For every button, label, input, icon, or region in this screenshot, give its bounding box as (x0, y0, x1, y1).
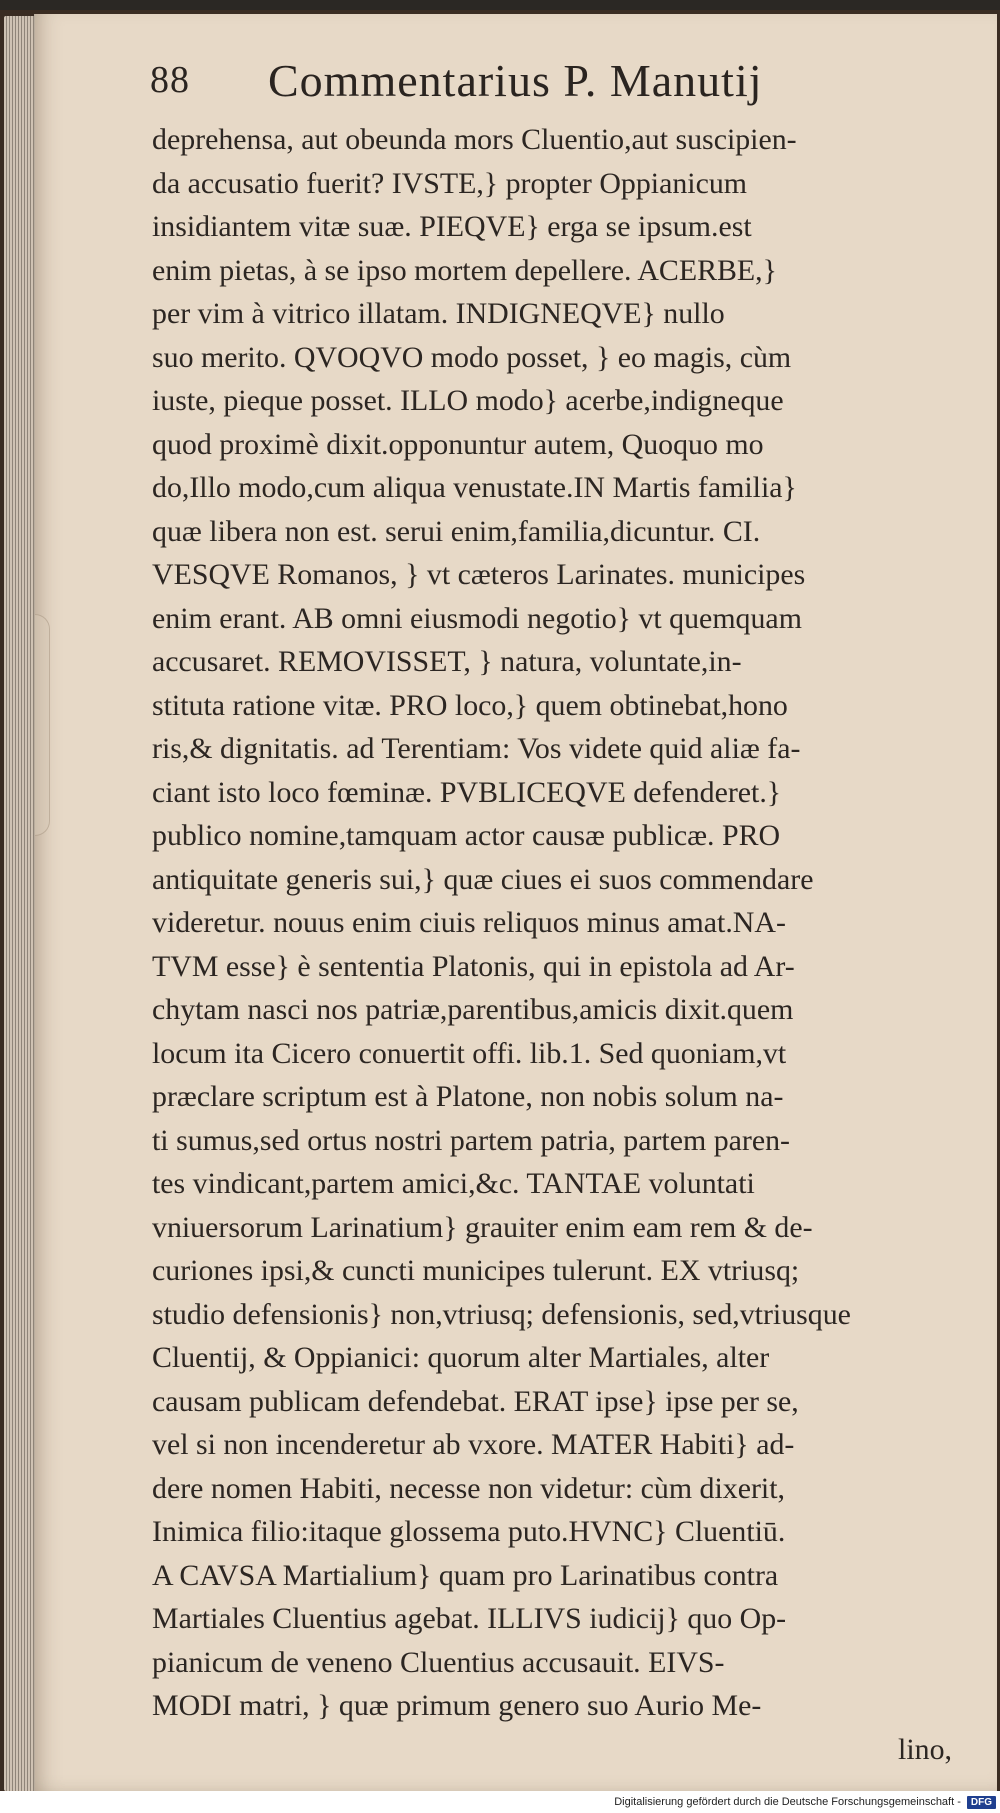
text-line: enim pietas, à se ipso mortem depellere. ACERBE,} (152, 253, 777, 287)
text-line: A CAVSA Martialium} quam pro Larinatibus contra (152, 1558, 779, 1592)
text-line: chytam nasci nos patriæ,parentibus,amicis dixit.quem (152, 993, 794, 1026)
text-line: suo merito. QVOQVO modo posset, } eo magis, cùm (152, 340, 792, 374)
text-line: vel si non incenderetur ab vxore. MATER Habiti} ad- (152, 1428, 795, 1461)
digitization-footer (0, 1791, 1000, 1813)
text-line: iuste, pieque posset. ILLO modo} acerbe,indigneque (152, 384, 784, 417)
running-head (150, 54, 930, 114)
text-line: videretur. nouus enim ciuis reliquos minus amat.NA- (152, 906, 786, 939)
text-line: deprehensa, aut obeunda mors Cluentio,aut suscipien- (152, 123, 797, 156)
text-line: Inimica filio:itaque glossema puto.HVNC} Cluentiū. (152, 1515, 786, 1548)
text-line: curiones ipsi,& cuncti municipes tulerunt. EX vtriusq; (152, 1254, 800, 1287)
text-line: causam publicam defendebat. ERAT ipse} ipse per se, (152, 1384, 799, 1418)
text-line: da accusatio fuerit? IVSTE,} propter Oppianicum (152, 166, 748, 200)
text-line: accusaret. REMOVISSET, } natura, voluntate,in- (152, 645, 742, 678)
page-number: 88 (150, 59, 190, 101)
text-line: insidiantem vitæ suæ. PIEQVE} erga se ipsum.est (152, 210, 752, 243)
text-line: per vim à vitrico illatam. INDIGNEQVE} nullo (152, 297, 725, 330)
text-line: quod proximè dixit.opponuntur autem, Quoquo mo (152, 427, 764, 461)
text-line: vniuersorum Larinatium} grauiter enim eam rem & de- (152, 1210, 813, 1244)
text-line: dere nomen Habiti, necesse non videtur: cùm dixerit, (152, 1471, 785, 1505)
text-line: quæ libera non est. serui enim,familia,dicuntur. CI. (152, 514, 761, 548)
text-line: ris,& dignitatis. ad Terentiam: Vos videte quid aliæ fa- (152, 732, 801, 765)
text-line: TVM esse} è sententia Platonis, qui in epistola ad Ar- (152, 949, 795, 983)
text-line: præclare scriptum est à Platone, non nobis solum na- (152, 1080, 784, 1113)
text-line: lino, (898, 1732, 952, 1766)
digitization-credit: Digitalisierung gefördert durch die Deutsche Forschungsgemeinschaft - (614, 1796, 961, 1808)
text-line: pianicum de veneno Cluentius accusauit. EIVS- (152, 1645, 725, 1679)
text-line: publico nomine,tamquam actor causæ publicæ. PRO (152, 819, 781, 852)
text-line: enim erant. AB omni eiusmodi negotio} vt quemquam (152, 601, 802, 635)
text-line: VESQVE Romanos, } vt cæteros Larinates. municipes (152, 558, 806, 591)
text-line: locum ita Cicero conuertit offi. lib.1. Sed quoniam,vt (152, 1036, 787, 1070)
clasp-impression (35, 614, 50, 836)
text-line: ciant isto loco fœminæ. PVBLICEQVE defenderet.} (152, 775, 782, 809)
text-line: stituta ratione vitæ. PRO loco,} quem obtinebat,hono (152, 688, 788, 722)
commentary-text (152, 118, 982, 1771)
text-line: Cluentij, & Oppianici: quorum alter Martiales, alter (152, 1341, 770, 1374)
text-line: studio defensionis} non,vtriusq; defensionis, sed,vtriusque (152, 1297, 851, 1331)
text-line: antiquitate generis sui,} quæ ciues ei suos commendare (152, 862, 814, 896)
dfg-logo: DFG (967, 1796, 996, 1809)
text-line: tes vindicant,partem amici,&c. TANTAE voluntati (152, 1167, 755, 1200)
text-line: do,Illo modo,cum aliqua venustate.IN Martis familia} (152, 471, 797, 504)
text-line: MODI matri, } quæ primum genero suo Aurio Me- (152, 1689, 762, 1722)
running-title: Commentarius P. Manutij (268, 55, 763, 106)
text-line: Martiales Cluentius agebat. ILLIVS iudicij} quo Op- (152, 1602, 787, 1635)
text-line: ti sumus,sed ortus nostri partem patria, partem paren- (152, 1123, 790, 1157)
page-edges (4, 16, 34, 1791)
